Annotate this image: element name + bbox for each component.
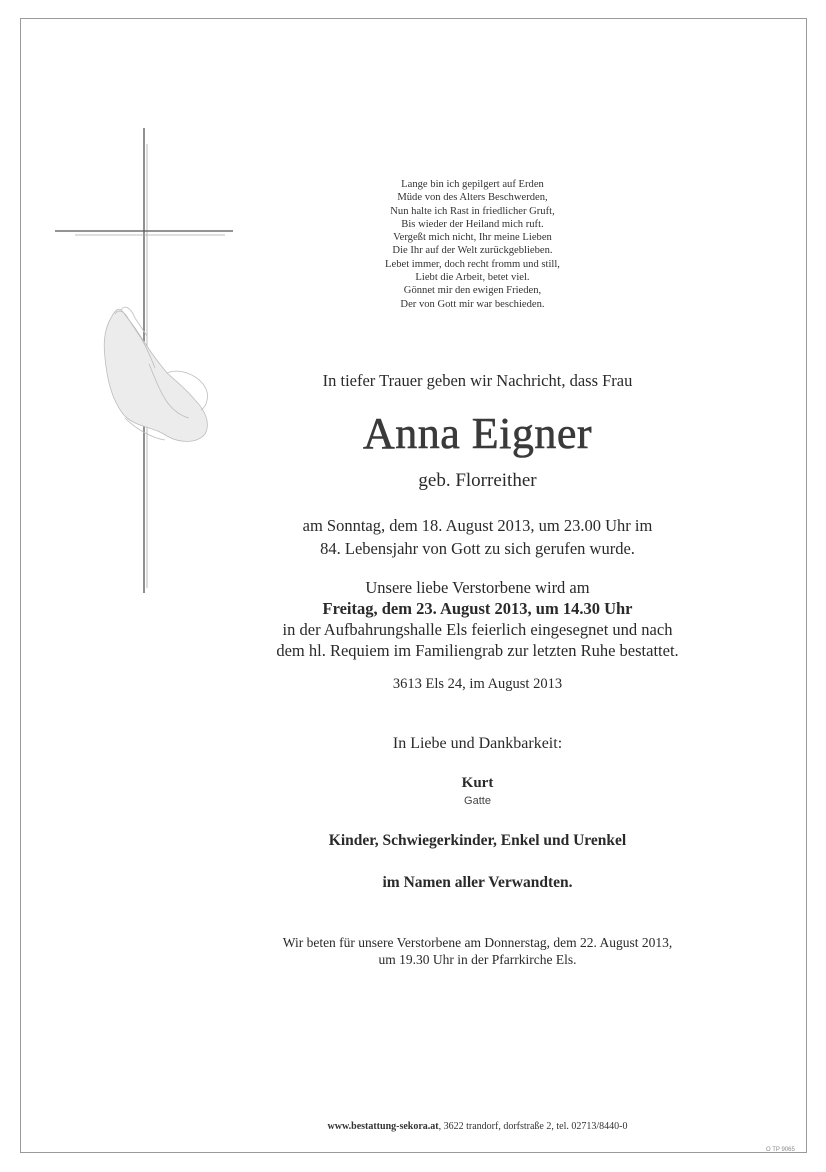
print-code: O TP 9065 <box>766 1147 795 1153</box>
funeral-details <box>200 577 755 661</box>
funeral-line: Unsere liebe Verstorbene wird am <box>365 578 590 597</box>
funeral-line: in der Aufbahrungshalle Els feierlich eingesegnet und nach <box>282 620 673 639</box>
deceased-name: Anna Eigner <box>362 409 593 458</box>
footer <box>200 1121 755 1132</box>
prayer-line: Wir beten für unsere Verstorbene am Donnerstag, dem 22. August 2013, <box>282 935 673 950</box>
maiden-name: geb. Florreither <box>418 470 537 491</box>
funeral-date: Freitag, dem 23. August 2013, um 14.30 Uhr <box>322 599 633 618</box>
poem-line: Der von Gott mir war beschieden. <box>400 298 545 310</box>
praying-hands-icon <box>104 307 207 441</box>
place-date: 3613 Els 24, im August 2013 <box>392 676 563 692</box>
spouse-name: Kurt <box>461 775 494 791</box>
death-announcement <box>200 514 755 560</box>
poem-line: Vergeßt mich nicht, Ihr meine Lieben <box>393 232 552 244</box>
funeral-line: dem hl. Requiem im Familiengrab zur letzten Ruhe bestattet. <box>276 641 679 660</box>
footer-website[interactable]: www.bestattung-sekora.at <box>327 1121 439 1132</box>
death-line: 84. Lebensjahr von Gott zu sich gerufen wurde. <box>320 539 635 558</box>
poem-line: Lange bin ich gepilgert auf Erden <box>401 179 544 190</box>
poem-line: Die Ihr auf der Welt zurückgeblieben. <box>392 245 553 257</box>
poem-line: Gönnet mir den ewigen Frieden, <box>403 285 542 297</box>
poem-line: Müde von des Alters Beschwerden, <box>397 192 548 204</box>
thanks-line: In Liebe und Dankbarkeit: <box>392 735 563 752</box>
poem-line: Bis wieder der Heiland mich ruft. <box>401 218 544 230</box>
spouse-role: Gatte <box>464 795 491 807</box>
poem-line: Liebt die Arbeit, betet viel. <box>415 272 530 284</box>
death-line: am Sonntag, dem 18. August 2013, um 23.00 Uhr im <box>302 516 653 535</box>
poem <box>300 178 645 311</box>
poem-line: Lebet immer, doch recht fromm und still, <box>385 258 560 270</box>
prayer-notice <box>200 934 755 968</box>
poem-line: Nun halte ich Rast in friedlicher Gruft, <box>390 205 555 217</box>
family-mourners: Kinder, Schwiegerkinder, Enkel und Urenkel <box>328 832 627 849</box>
prayer-line: um 19.30 Uhr in der Pfarrkirche Els. <box>378 952 577 967</box>
intro-text: In tiefer Trauer geben wir Nachricht, dass Frau <box>322 371 633 390</box>
relatives-line: im Namen aller Verwandten. <box>382 874 573 891</box>
footer-address: , 3622 trandorf, dorfstraße 2, tel. 02713/8440-0 <box>438 1121 628 1132</box>
